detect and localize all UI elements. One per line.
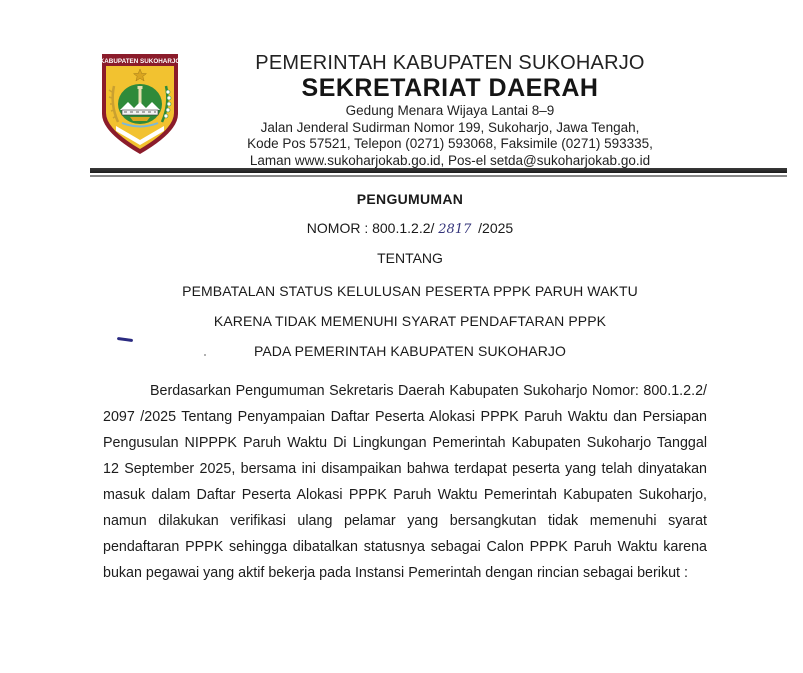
subject-line: PEMBATALAN STATUS KELULUSAN PESERTA PPPK PARUH WAKTU [182,283,638,299]
announcement-title: PENGUMUMAN [356,191,464,207]
number-suffix: /2025 [478,220,514,236]
letterhead-text [225,52,675,169]
office-name: SEKRETARIAT DAERAH [301,74,599,102]
announcement-about-label: TENTANG [377,250,443,266]
handwritten-number: 2817 [438,222,472,237]
address-contact: Kode Pos 57521, Telepon (0271) 593068, Faksimile (0271) 593335, [247,136,653,151]
letterhead-divider-thin [90,175,787,177]
body-paragraph: Berdasarkan Pengumuman Sekretaris Daerah Kabupaten Sukoharjo Nomor: 800.1.2.2/ 2097 /2025 Tentang Penyampaian Daftar Peserta Alokasi PPPK Paruh Waktu dan Persiapan Pengusulan NIPPPK Paruh Waktu Di Lingkungan Pemerintah Kabupaten Sukoharjo Tanggal 12 September 2025, bersama ini disampaikan bahwa terdapat peserta yang telah dinyatakan masuk dalam Daftar Peserta Alokasi PPPK Paruh Waktu Pemerintah Kabupaten Sukoharjo, namun dilakukan verifikasi ulang pelamar yang bersangkutan tidak memenuhi syarat pendaftaran PPPK sehingga dibatalkan statusnya sebagai Calon PPPK Paruh Waktu karena bukan pegawai yang aktif bekerja pada Instansi Pemerintah dengan rincian sebagai berikut : [103,383,707,581]
announcement-body [103,378,707,586]
number-prefix: NOMOR : 800.1.2.2/ [306,220,435,236]
subject-line: PADA PEMERINTAH KABUPATEN SUKOHARJO [253,343,567,359]
announcement-header [90,190,730,360]
logo-banner-text: KABUPATEN SUKOHARJO [100,58,180,65]
letterhead-divider-thick [90,168,787,173]
address-web-email: Laman www.sukoharjokab.go.id, Pos-el setda@sukoharjokab.go.id [249,152,651,168]
scan-dot-mark [204,354,206,356]
announcement-number [90,219,730,239]
regency-coat-of-arms-icon [100,52,180,156]
letterhead [0,0,803,185]
address-building: Gedung Menara Wijaya Lantai 8–9 [345,103,555,118]
government-name: PEMERINTAH KABUPATEN SUKOHARJO [255,52,645,74]
address-street: Jalan Jenderal Sudirman Nomor 199, Sukoharjo, Jawa Tengah, [260,119,640,135]
subject-line: KARENA TIDAK MEMENUHI SYARAT PENDAFTARAN PPPK [213,313,607,329]
